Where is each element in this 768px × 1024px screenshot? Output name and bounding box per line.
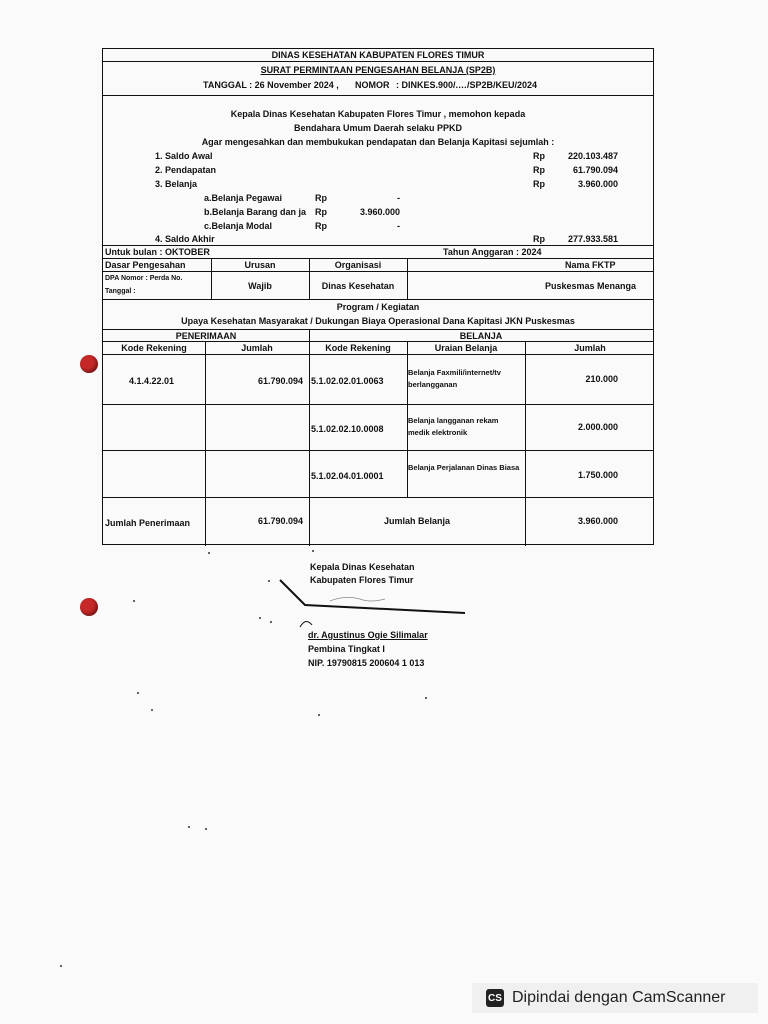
jumlah-penerimaan-label: Jumlah Penerimaan [105,518,191,528]
row2-uraian: Belanja langganan rekam medik elektronik [408,416,499,437]
modal-label: c.Belanja Modal [204,221,273,231]
rp-1: Rp [533,151,545,161]
barang-value: 3.960.000 [359,207,400,217]
sig-title1: Kepala Dinas Kesehatan [310,562,415,572]
program-label: Program / Kegiatan [336,302,420,312]
rp-6: Rp [315,221,327,231]
sig-nip: NIP. 19790815 200604 1 013 [308,658,425,668]
program-value: Upaya Kesehatan Masyarakat / Dukungan Biaya Operasional Dana Kapitasi JKN Puskesmas [181,316,575,326]
saldo-awal-value: 220.103.487 [567,151,618,161]
organisasi-header: Organisasi [334,260,382,270]
belanja-label: 3. Belanja [155,179,198,189]
rp-4: Rp [315,193,327,203]
saldo-akhir-label: 4. Saldo Akhir [155,234,215,244]
belanja-value: 3.960.000 [577,179,618,189]
jumlah-belanja-label: Jumlah Belanja [383,516,451,526]
modal-value: - [397,221,400,231]
row1-jumlah-b: 210.000 [585,374,618,384]
row3-kode-b: 5.1.02.04.01.0001 [311,471,384,481]
untuk-bulan: Untuk bulan : OKTOBER [105,247,210,257]
doc-title: SURAT PERMINTAAN PENGESAHAN BELANJA (SP2B) [260,65,496,75]
col-jumlah-penerimaan: Jumlah [241,343,273,353]
rp-7: Rp [533,234,545,244]
fktp-value: Puskesmas Menanga [545,281,637,291]
rp-5: Rp [315,207,327,217]
row2-kode-b: 5.1.02.02.10.0008 [311,424,384,434]
pendapatan-value: 61.790.094 [572,165,618,175]
nomor-value: : DINKES.900/.…/SP2B/KEU/2024 [396,80,538,90]
intro-line2: Bendahara Umum Daerah selaku PPKD [293,123,463,133]
sp2b-document [102,48,654,545]
camscanner-icon: CS [486,989,504,1007]
col-kode-belanja: Kode Rekening [325,343,391,353]
office-name: DINAS KESEHATAN KABUPATEN FLORES TIMUR [271,50,485,60]
belanja-header: BELANJA [459,331,503,341]
urusan-header: Urusan [244,260,276,270]
pegawai-label: a.Belanja Pegawai [204,193,283,203]
barang-label: b.Belanja Barang dan ja [204,207,307,217]
intro-line1: Kepala Dinas Kesehatan Kabupaten Flores Timur , memohon kepada [230,109,526,119]
urusan-value: Wajib [248,281,272,291]
dpa-tanggal: Tanggal : [105,288,136,295]
saldo-akhir-value: 277.933.581 [567,234,618,244]
signature-scribble [270,575,470,635]
sig-name: dr. Agustinus Ogie Silimalar [308,630,428,640]
doc-date: TANGGAL : 26 November 2024 , [203,80,339,90]
row2-jumlah-b: 2.000.000 [577,422,618,432]
row3-uraian: Belanja Perjalanan Dinas Biasa [408,463,520,472]
col-jumlah-belanja: Jumlah [574,343,606,353]
camscanner-watermark [472,983,758,1013]
row1-kode-b: 5.1.02.02.01.0063 [311,376,384,386]
penerimaan-header: PENERIMAAN [175,331,237,341]
row3-jumlah-b: 1.750.000 [577,470,618,480]
sig-title2: Kabupaten Flores Timur [310,575,414,585]
sig-rank: Pembina Tingkat I [308,644,385,654]
col-uraian: Uraian Belanja [434,343,498,353]
saldo-awal-label: 1. Saldo Awal [155,151,213,161]
organisasi-value: Dinas Kesehatan [321,281,395,291]
nomor-label: NOMOR [355,80,390,90]
dpa-nomor: DPA Nomor : Perda No. [105,275,183,282]
pendapatan-label: 2. Pendapatan [155,165,217,175]
row1-uraian: Belanja Faxmili/internet/tv berlangganan [408,368,501,389]
rp-3: Rp [533,179,545,189]
header-office-row [103,49,653,62]
nama-fktp-header: Nama FKTP [565,260,616,270]
row1-jumlah-p: 61.790.094 [257,376,303,386]
jumlah-penerimaan-value: 61.790.094 [257,516,303,526]
row1-kode-p: 4.1.4.22.01 [129,376,175,386]
punch-hole-top [80,355,98,373]
punch-hole-bottom [80,598,98,616]
camscanner-text: Dipindai dengan CamScanner [512,989,726,1006]
jumlah-belanja-value: 3.960.000 [577,516,618,526]
col-kode-penerimaan: Kode Rekening [121,343,187,353]
dasar-pengesahan-header: Dasar Pengesahan [105,260,186,270]
rp-2: Rp [533,165,545,175]
tahun-anggaran: Tahun Anggaran : 2024 [443,247,542,257]
pegawai-value: - [397,193,400,203]
intro-line3: Agar mengesahkan dan membukukan pendapatan dan Belanja Kapitasi sejumlah : [201,137,555,147]
